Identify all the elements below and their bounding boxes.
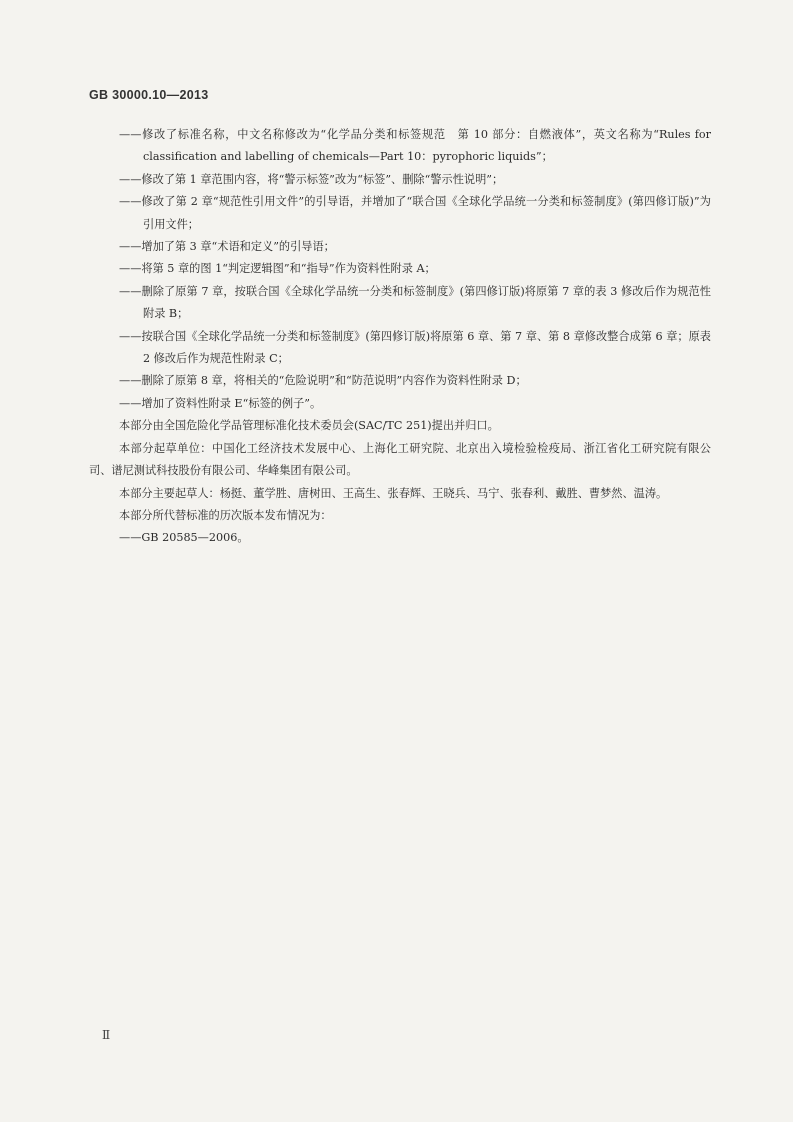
document-code-header: GB 30000.10—2013 (89, 88, 209, 102)
document-body (89, 124, 711, 550)
change-item-4: ——增加了第 3 章“术语和定义”的引导语； (119, 240, 335, 254)
change-item-5: ——将第 5 章的图 1“判定逻辑图”和“指导”作为资料性附录 A； (119, 262, 436, 276)
change-item-8: ——删除了原第 8 章，将相关的“危险说明”和“防范说明”内容作为资料性附录 D； (119, 374, 527, 388)
drafters-paragraph: 本部分主要起草人：杨挺、董学胜、唐树田、王高生、张春辉、王晓兵、马宁、张春利、戴胜、曹梦然、温涛。 (119, 486, 668, 500)
previous-version-item: ——GB 20585—2006。 (119, 531, 249, 545)
drafting-units-paragraph: 本部分起草单位：中国化工经济技术发展中心、上海化工研究院、北京出入境检验检疫局、浙江省化工研究院有限公司、谱尼测试科技股份有限公司、华峰集团有限公司。 (89, 441, 711, 478)
change-item-9: ——增加了资料性附录 E“标签的例子”。 (119, 396, 322, 410)
page-number: Ⅱ (102, 1028, 111, 1042)
change-item-6: ——删除了原第 7 章，按联合国《全球化学品统一分类和标签制度》(第四修订版)将原第 7 章的表 3 修改后作为规范性附录 B； (119, 284, 711, 321)
proposer-paragraph: 本部分由全国危险化学品管理标准化技术委员会(SAC/TC 251)提出并归口。 (119, 419, 499, 433)
previous-versions-intro: 本部分所代替标准的历次版本发布情况为： (119, 508, 332, 522)
change-item-3: ——修改了第 2 章“规范性引用文件”的引导语，并增加了“联合国《全球化学品统一分类和标签制度》(第四修订版)”为引用文件； (119, 195, 711, 231)
change-item-7: ——按联合国《全球化学品统一分类和标签制度》(第四修订版)将原第 6 章、第 7 章、第 8 章修改整合成第 6 章；原表 2 修改后作为规范性附录 C； (119, 329, 711, 366)
change-item-2: ——修改了第 1 章范围内容，将“警示标签”改为“标签”、删除“警示性说明”； (119, 172, 504, 186)
change-item-1: ——修改了标准名称，中文名称修改为“化学品分类和标签规范 第 10 部分：自燃液体”，英文名称为“Rules for classification and labelling of chemicals—Part 10：pyrophoric liquids”； (119, 128, 711, 164)
